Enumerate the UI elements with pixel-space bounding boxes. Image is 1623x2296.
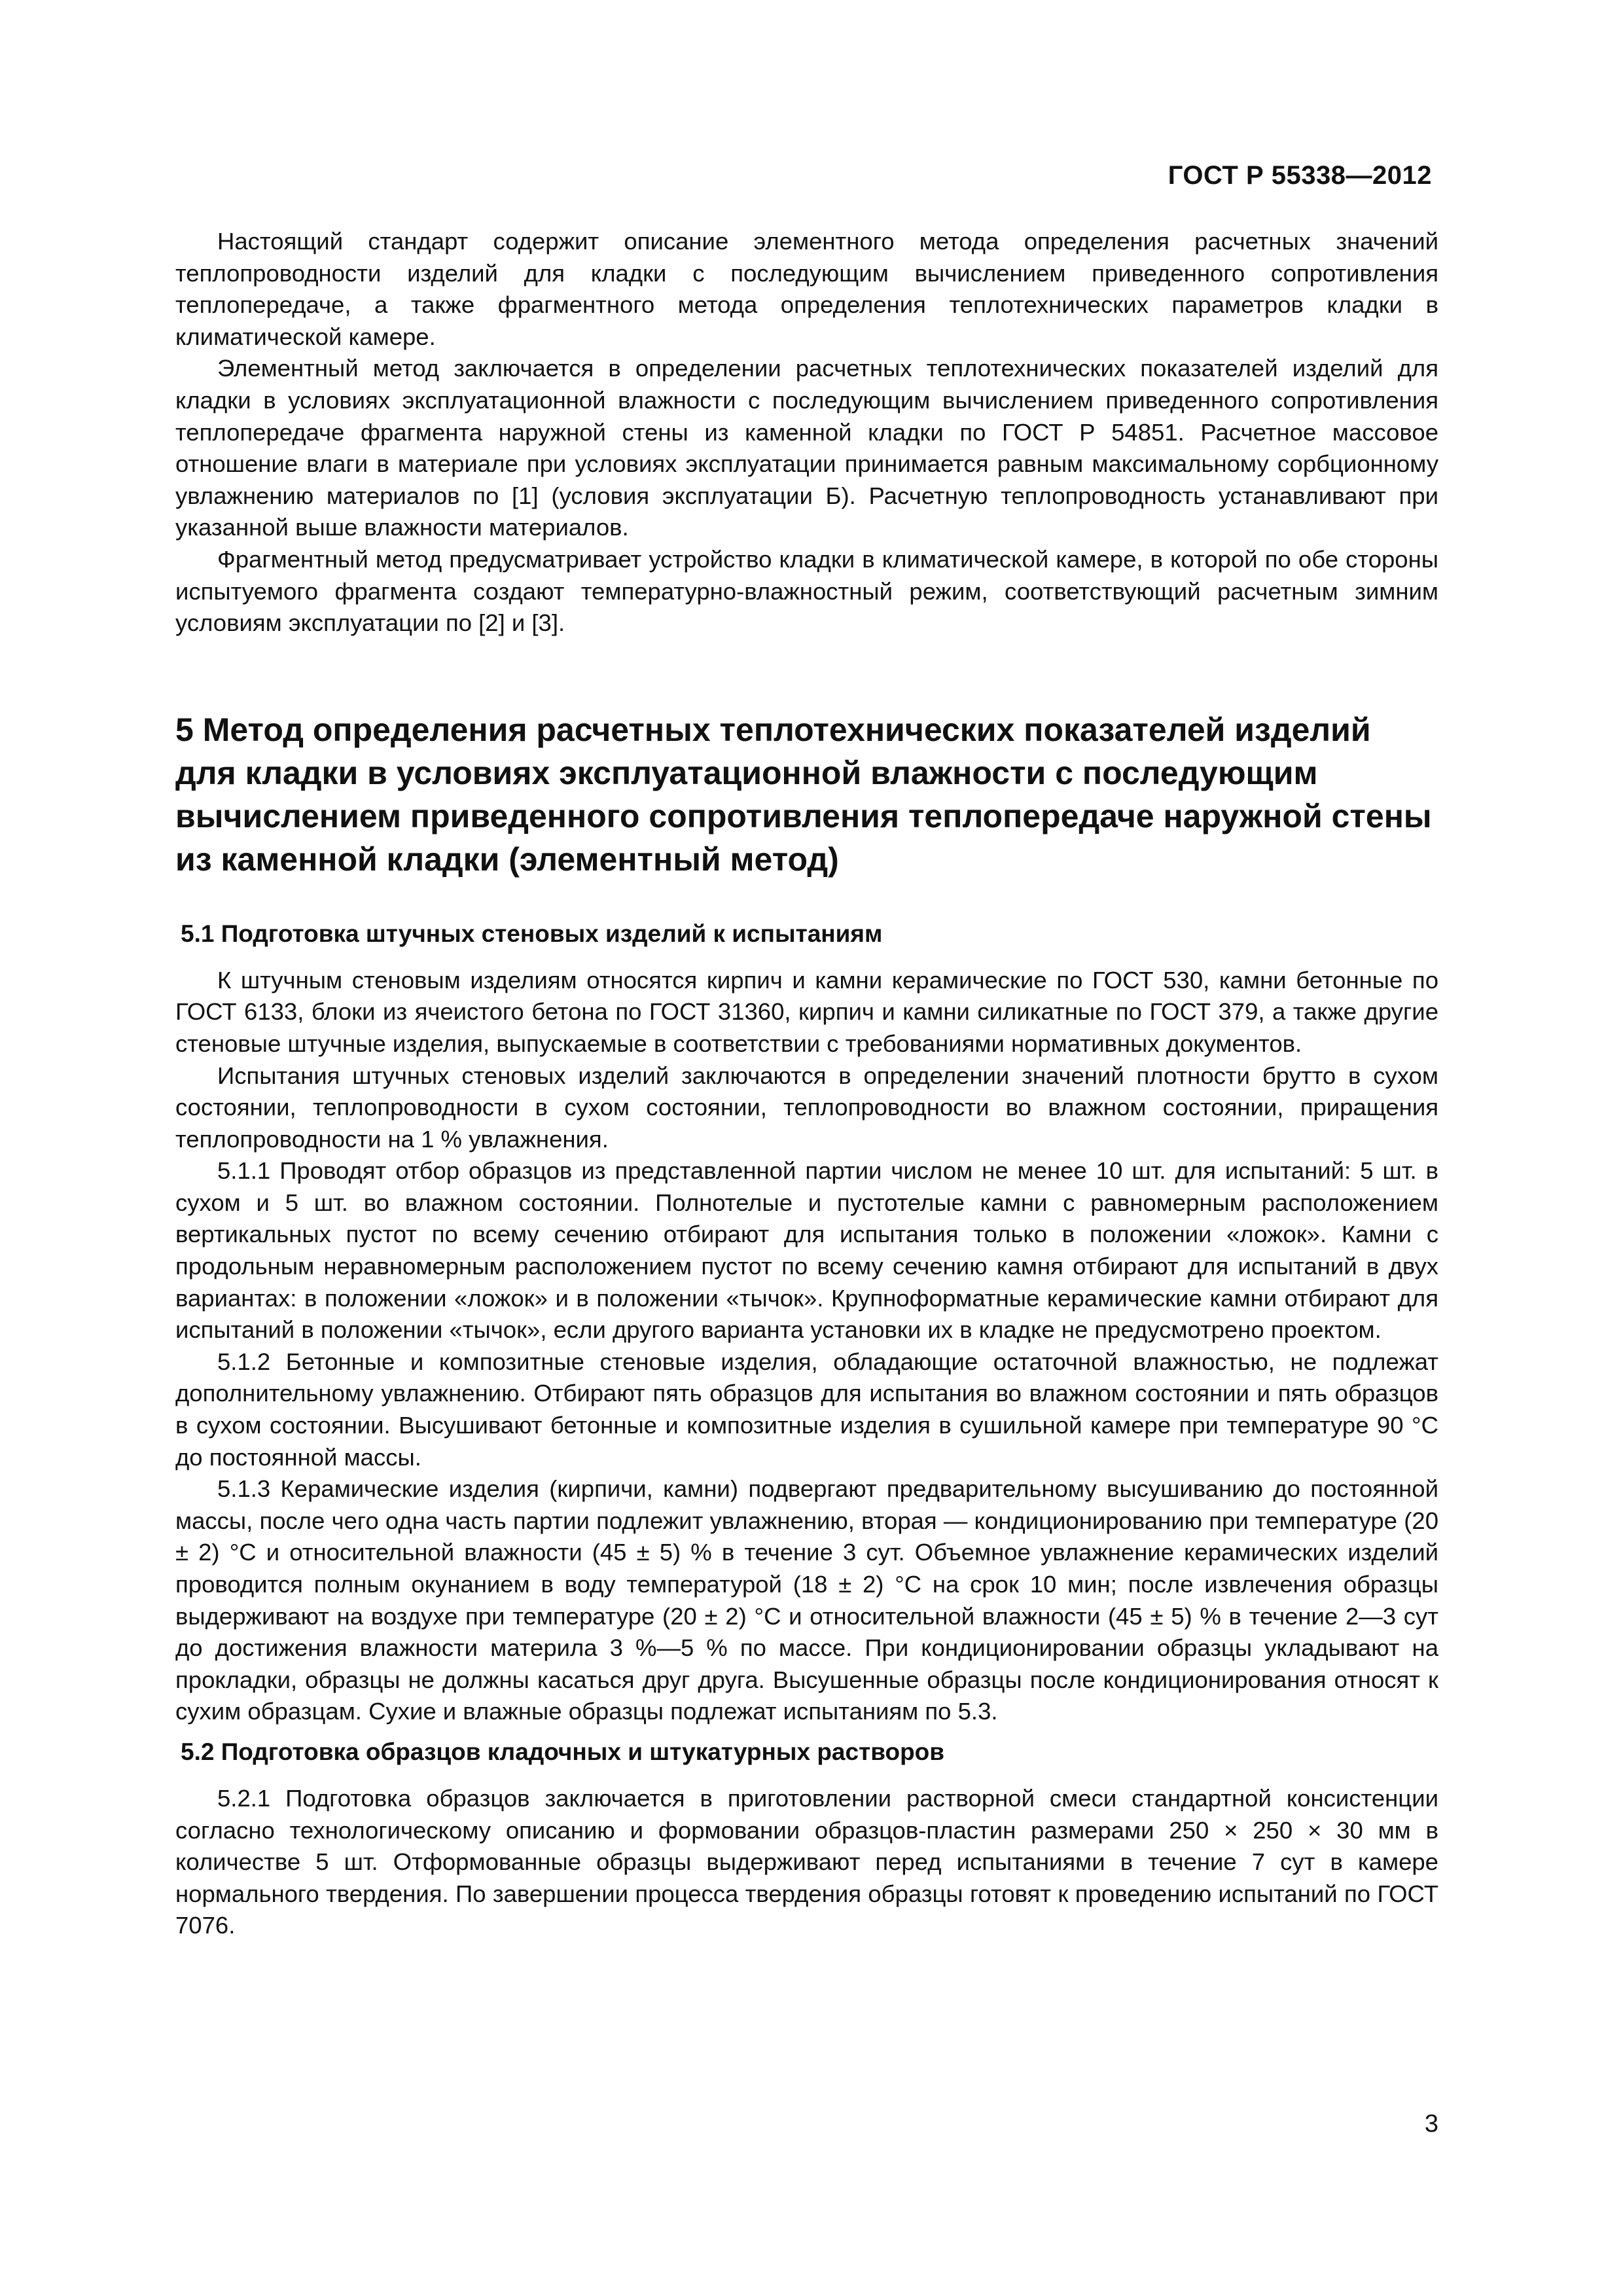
intro-paragraph-2: Элементный метод заключается в определении расчетных теплотехнических показателей изделий для кладки в условиях эксплуатационной влажности с последующим вычислением приведенного сопротивления теплопередаче фрагмента наружной стены из каменной кладки по ГОСТ Р 54851. Расчетное массовое отношение влаги в материале при условиях эксплуатации принимается равным максимальному сорбционному увлажнению материалов по [1] (условия эксплуатации Б). Расчетную теплопроводность устанавливают при указанной выше влажности материалов. (175, 355, 1438, 541)
page-content (175, 226, 1438, 1942)
paragraph-5-1-b: Испытания штучных стеновых изделий заключаются в определении значений плотности брутто в сухом состоянии, теплопроводности в сухом состоянии, теплопроводности во влажном состоянии, приращения теплопроводности на 1 % увлажнения. (175, 1062, 1438, 1153)
subsection-5-2-title: 5.2 Подготовка образцов кладочных и штукатурных растворов (181, 1738, 945, 1765)
subsection-5-1-title: 5.1 Подготовка штучных стеновых изделий к испытаниям (181, 920, 883, 947)
intro-paragraph-3: Фрагментный метод предусматривает устройство кладки в климатической камере, в которой по обе стороны испытуемого фрагмента создают температурно-влажностный режим, соответствующий расчетным зимним условиям эксплуатации по [2] и [3]. (175, 545, 1438, 637)
section-5-title: 5 Метод определения расчетных теплотехнических показателей изделий для кладки в условиях эксплуатационной влажности с последующим вычислением приведенного сопротивления теплопередаче наружной стены из каменной кладки (элементный метод) (175, 711, 1432, 878)
paragraph-5-2-1: 5.2.1 Подготовка образцов заключается в приготовлении растворной смеси стандартной консистенции согласно технологическому описанию и формовании образцов-пластин размерами 250 × 250 × 30 мм в количестве 5 шт. Отформованные образцы выдерживают перед испытаниями в течение 7 сут в камере нормального твердения. По завершении процесса твердения образцы готовят к проведению испытаний по ГОСТ 7076. (175, 1784, 1438, 1939)
page-number: 3 (1424, 2110, 1438, 2138)
intro-paragraph-1: Настоящий стандарт содержит описание элементного метода определения расчетных значений теплопроводности изделий для кладки с последующим вычислением приведенного сопротивления теплопередаче, а также фрагментного метода определения теплотехнических параметров кладки в климатической камере. (175, 228, 1438, 350)
paragraph-5-1-2: 5.1.2 Бетонные и композитные стеновые изделия, обладающие остаточной влажностью, не подлежат дополнительному увлажнению. Отбирают пять образцов для испытания во влажном состоянии и пять образцов в сухом состоянии. Высушивают бетонные и композитные изделия в сушильной камере при температуре 90 °С до постоянной массы. (175, 1348, 1438, 1471)
paragraph-5-1-3: 5.1.3 Керамические изделия (кирпичи, камни) подвергают предварительному высушиванию до постоянной массы, после чего одна часть партии подлежит увлажнению, вторая — кондиционированию при температуре (20 ± 2) °С и относительной влажности (45 ± 5) % в течение 3 сут. Объемное увлажнение керамических изделий проводится полным окунанием в воду температурой (18 ± 2) °С на срок 10 мин; после извлечения образцы выдерживают на воздухе при температуре (20 ± 2) °С и относительной влажности (45 ± 5) % в течение 2—3 сут до достижения влажности материла 3 %—5 % по массе. При кондиционировании образцы укладывают на прокладки, образцы не должны касаться друг друга. Высушенные образцы после кондиционирования относят к сухим образцам. Сухие и влажные образцы подлежат испытаниям по 5.3. (175, 1475, 1438, 1725)
document-code-header: ГОСТ Р 55338—2012 (1168, 161, 1432, 190)
paragraph-5-1-a: К штучным стеновым изделиям относятся кирпич и камни керамические по ГОСТ 530, камни бетонные по ГОСТ 6133, блоки из ячеистого бетона по ГОСТ 31360, кирпич и камни силикатные по ГОСТ 379, а также другие стеновые штучные изделия, выпускаемые в соответствии с требованиями нормативных документов. (175, 966, 1438, 1057)
paragraph-5-1-1: 5.1.1 Проводят отбор образцов из представленной партии числом не менее 10 шт. для испытаний: 5 шт. в сухом и 5 шт. во влажном состоянии. Полнотелые и пустотелые камни с равномерным расположением вертикальных пустот по всему сечению отбирают для испытания только в положении «ложок». Камни с продольным неравномерным расположением пустот по всему сечению камня отбирают для испытаний в двух вариантах: в положении «ложок» и в положении «тычок». Крупноформатные керамические камни отбирают для испытаний в положении «тычок», если другого варианта установки их в кладке не предусмотрено проектом. (175, 1157, 1438, 1344)
